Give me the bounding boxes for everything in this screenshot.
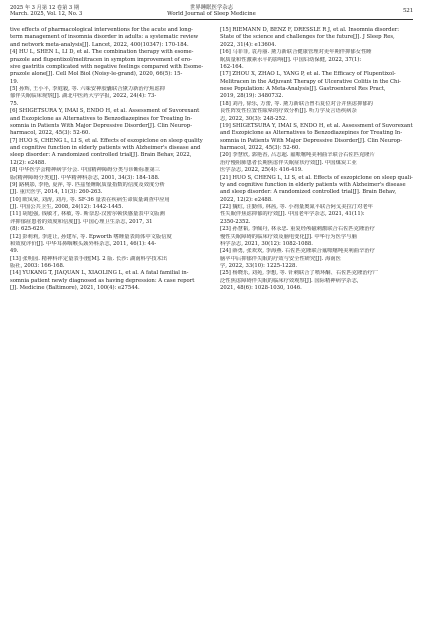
reference-line: 学, 2022, 33(10): 1225-1228.	[220, 263, 298, 269]
reference-line	[10, 108, 210, 115]
reference-line: 郁伴失眠临床观察[J]. 湖北中医药大学学报, 2022, 24(4): 73-	[10, 93, 157, 100]
page-number: 521	[403, 7, 413, 14]
reference-line: 2021, 48(6): 1028-1030, 1046.	[220, 285, 302, 292]
reference-text: ZHOU X, ZHAO L, YANG P, et al. The Efficacy of Flupentixol-	[232, 71, 396, 78]
reference-line	[10, 182, 210, 189]
reference-entry	[220, 49, 416, 71]
reference-number: [18]	[220, 100, 231, 107]
reference-line: 19.	[10, 78, 19, 85]
reference-line: and network meta-analysis[J]. Lancet, 2022, 400(10347): 170-184.	[10, 41, 189, 48]
reference-text: 中华医学会精神病学分会. 中国精神障碍分类与诊断标准第三	[19, 167, 161, 174]
reference-number: [5]	[10, 86, 18, 92]
issue-info-cn: 2025 年 3 月第 12 卷第 3 期	[10, 5, 80, 11]
reference-entry	[10, 86, 210, 108]
reference-line	[220, 226, 416, 233]
reference-entry	[10, 270, 210, 292]
reference-line	[220, 123, 416, 130]
reference-number: [25]	[220, 270, 231, 277]
page-header	[10, 5, 413, 23]
reference-line: somnia patient newly diagnosed as having depression: A case report	[10, 277, 195, 284]
reference-line: term management of insomnia disorder in adults: a systematic review	[10, 34, 199, 41]
reference-line: harmacol, 2022, 45(3): 52-60.	[10, 130, 91, 137]
reference-line	[10, 138, 210, 145]
reference-entry	[10, 167, 210, 182]
reference-line	[220, 152, 416, 159]
reference-number: [8]	[10, 167, 18, 174]
reference-line: [J]. 重庆医学, 2014, 11(3): 260-263.	[10, 189, 103, 196]
reference-line: 评抑郁症患者的效度和信度[J]. 中国心理卫生杂志, 2017, 31	[10, 218, 153, 225]
reference-line: tive effects of pharmacological interventions for the acute and long-	[10, 27, 193, 33]
reference-text: 李慧欣, 郭艳香, 吕志超. 氟哌噻吨美利曲辛联合右佐匹克隆片	[232, 152, 375, 159]
reference-line	[10, 86, 210, 93]
reference-line	[10, 234, 210, 241]
reference-line	[10, 49, 210, 56]
reference-line	[220, 49, 416, 56]
reference-entry	[10, 49, 210, 86]
reference-entry	[10, 27, 210, 49]
reference-text: SHIGETSURA Y, IMAI S, ENDO H, et al. Assessment of Suvorexant	[232, 122, 413, 129]
reference-text: 路桃影, 李艳, 夏萍, 等. 匹兹堡睡眠质量指数的信度及效度分析	[19, 181, 165, 188]
header-rule	[10, 19, 413, 20]
reference-line: ty and cognitive function in elderly patients with Alzheimer's disease	[220, 181, 406, 188]
reference-line: 版(精神障碍分类)[J]. 中华精神科杂志, 2001, 34(3): 184-188.	[10, 174, 160, 181]
reference-line: sleep disorder: A randomized controlled trial[J]. Brain Behav, 2022,	[10, 152, 192, 159]
reference-line: [J]. 中国公共卫生, 2008, 24(12): 1442-1445.	[10, 204, 124, 210]
reference-line: 眠质量和性激素水平的影响[J]. 中国妇幼保健, 2022, 37(1):	[220, 56, 362, 63]
reference-text: 杨晓乐, 刘苑, 李想, 等. 针刺联合了喷环酮、右佐匹克隆治疗广	[232, 270, 379, 277]
reference-number: [17]	[220, 71, 231, 78]
reference-text: YUKANG T, JIAQUAN L, XIAOLING L, et al. A fatal familial in-	[22, 270, 189, 277]
reference-line: harmacol, 2022, 45(3): 52-60.	[220, 145, 301, 151]
reference-entry	[10, 138, 210, 168]
reference-text: 孙辉, 王小平, 李庭毅, 等. 六味安神胶囊联合黛力新治疗焦虑抑	[19, 86, 165, 92]
reference-text: HUO S, CHENG L, LI S, et al. Effects of eszopiclone on sleep quali-	[232, 174, 413, 181]
reference-line	[220, 101, 416, 108]
reference-line: 性失眠伴焦虑抑郁的疗效[J]. 中国老年学杂志, 2021, 41(11):	[220, 211, 365, 218]
issue-info-en: March. 2025, Vol. 12, No. 3	[10, 11, 83, 18]
reference-line: 脑卒中后抑郁伴失眠的疗效与安全性研究[J]. 海南医	[220, 255, 341, 262]
reference-line: 泛性焦虑障碍伴失眠的临床疗效观察[J]. 国际精神病学杂志,	[220, 277, 359, 284]
reference-text: 张明园. 精神科评定量表手册[M]. 2 版. 长沙: 湖南科学技术出	[22, 255, 168, 262]
journal-title	[10, 5, 413, 18]
reference-line: 医学杂志, 2022, 25(4): 416-419.	[220, 167, 303, 174]
reference-number: [20]	[220, 152, 231, 159]
reference-line: 科学杂志, 2021, 30(12): 1082-1088.	[220, 240, 313, 247]
reference-text: 孙慧韬, 李佩丹, 林永忠. 重复经颅磁刺激联合右佐匹克隆治疗	[232, 226, 375, 233]
reference-entry	[220, 101, 416, 123]
reference-text: 欧凤荣, 刘涛, 刘丹, 等. SF-36 量表在疾病生命质量调查中应用	[22, 196, 170, 203]
journal-title-cn: 世界睡眠医学杂志	[189, 5, 234, 11]
reference-line: 2350-2352.	[220, 218, 251, 225]
reference-line	[10, 256, 210, 263]
reference-line: and sleep disorder: A randomized controlled trial[J]. Brain Behav,	[220, 189, 397, 196]
reference-line	[10, 211, 210, 218]
reference-entry	[10, 256, 210, 271]
reference-number: [9]	[10, 181, 18, 188]
reference-entry	[220, 27, 416, 49]
reference-line: 12(2): e2488.	[10, 159, 47, 166]
reference-entry	[220, 270, 416, 292]
reference-column-right	[220, 27, 416, 293]
reference-text: 胡旭强, 钱敏才, 林敏, 等. 斯奈思-汉密尔顿快感量表中文版测	[22, 211, 165, 218]
reference-line: 2022, 31(4): e13604.	[220, 41, 277, 48]
reference-number: [15]	[220, 27, 231, 33]
reference-text: 彭莉莉, 李进让, 孙建军, 等. Epworth 嗜睡量表简体中文版信度	[22, 233, 172, 240]
reference-entry	[220, 248, 416, 270]
reference-line: and Eszopiclone as Alternatives to Benzodiazepines for Treating In-	[10, 115, 193, 122]
reference-line: 2019, 28(19): 3480732.	[220, 93, 284, 100]
reference-line: somnia in Patients With Major Depressive Disorder[J]. Clin Neurop-	[220, 137, 403, 144]
reference-line	[10, 270, 210, 277]
reference-line: 49.	[10, 248, 19, 255]
reference-number: [22]	[220, 204, 231, 210]
reference-number: [12]	[10, 233, 21, 240]
reference-text: 马菲菲, 袁丹丽. 黛力新联合健康管理对更年期伴抑郁女性睡	[232, 49, 372, 56]
reference-number: [21]	[220, 174, 231, 181]
reference-entry	[220, 175, 416, 205]
reference-line: prazole alone[J]. Cell Mol Biol (Noisy-le-grand), 2020, 66(5): 15-	[10, 71, 183, 78]
reference-line	[220, 270, 416, 277]
reference-line: 版社, 2003: 166-168.	[10, 263, 65, 269]
reference-entry	[220, 123, 416, 153]
reference-line	[220, 248, 416, 255]
reference-text: 薛勇, 张欢欢, 李海燕. 右佐匹克隆联合氟哌噻吨美利曲辛治疗	[232, 248, 375, 255]
reference-number: [24]	[220, 248, 231, 255]
reference-text: HUO S, CHENG L, LI S, et al. Effects of eszopiclone on sleep quality	[19, 137, 203, 144]
reference-line: prazole and flupentixol/melitracen in symptom improvement of ero-	[10, 56, 192, 63]
reference-entry	[10, 182, 210, 197]
reference-line: Melitracen in the Adjuvant Therapy of Ulcerative Colitis in the Chi-	[220, 78, 401, 85]
reference-line: 良性阵发性位置性眩晕的疗效分析[J]. 听力学及言语疾病杂	[220, 108, 357, 115]
reference-number: [19]	[220, 122, 231, 129]
reference-line: and Eszopiclone as Alternatives to Benzodiazepines for Treating In-	[220, 130, 403, 137]
reference-line: 治疗慢阻肺患者长期焦虑伴失眠症状疗效[J]. 中国煤炭工业	[220, 159, 357, 166]
reference-line: 志, 2022, 30(3): 248-252.	[220, 115, 287, 122]
reference-entry	[10, 108, 210, 138]
reference-entry	[220, 204, 416, 226]
reference-number: [11]	[10, 211, 21, 218]
reference-entry	[220, 152, 416, 174]
reference-line: 75.	[10, 100, 19, 107]
reference-line	[10, 167, 210, 174]
reference-number: [7]	[10, 137, 18, 144]
journal-title-en: World Journal of Sleep Medicine	[167, 11, 256, 18]
reference-column-left	[10, 27, 210, 293]
reference-text: 刘丹, 徐乐, 万蕾, 等. 黛力新联合曾石复位对合并焦虑抑郁的	[232, 100, 373, 107]
reference-line: somnia in Patients With Major Depressive Disorder[J]. Clin Neurop-	[10, 122, 193, 129]
reference-number: [13]	[10, 255, 21, 262]
reference-entry	[10, 234, 210, 256]
reference-line: nese Population: A Meta-Analysis[J]. Gastroenterol Res Pract,	[220, 86, 386, 92]
reference-text: RIEMANN D, BENZ F, DRESSLE R J, et al. Insomnia disorder:	[232, 27, 400, 33]
reference-line	[220, 204, 416, 211]
reference-line: State of the science and challenges for the future[J]. J Sleep Res,	[220, 34, 395, 41]
reference-line: sive gastritis complicated with negative feelings compared with Esome-	[10, 63, 204, 70]
reference-line: 慢性失眠障碍的临床疗效及脑电变化[J]. 中华行为医学与脑	[220, 233, 357, 240]
reference-entry	[10, 211, 210, 233]
reference-number: [10]	[10, 196, 21, 203]
reference-text: SHIGETSURA Y, IMAI S, ENDO H, et al. Assessment of Suvorexant	[19, 108, 200, 115]
reference-line: 2022, 12(2): e2488.	[220, 196, 273, 203]
reference-number: [23]	[220, 226, 231, 233]
reference-number: [6]	[10, 108, 18, 115]
reference-entry	[10, 197, 210, 212]
reference-line	[220, 27, 416, 34]
reference-number: [14]	[10, 270, 21, 277]
reference-number: [16]	[220, 49, 231, 56]
reference-line: (8): 625-629.	[10, 226, 45, 233]
reference-text: 魏红, 汪勤伟, 林茜, 等. 小剂量奥氮平联合阿戈美拉汀对老年	[232, 204, 373, 210]
reference-entry	[220, 226, 416, 248]
reference-line	[220, 175, 416, 182]
reference-line	[220, 71, 416, 78]
reference-number: [4]	[10, 49, 18, 56]
reference-entry	[220, 71, 416, 101]
reference-line: 和效度评价[J]. 中华耳鼻咽喉头颈外科杂志, 2011, 46(1): 44-	[10, 240, 157, 247]
reference-line: 162-164.	[220, 63, 244, 70]
reference-text: HU L, SHEN L, LI D, et al. The combination therapy with esome-	[19, 49, 194, 56]
reference-line	[10, 197, 210, 204]
reference-line: and cognitive function in elderly patients with Alzheimer's disease and	[10, 145, 201, 151]
reference-line: [J]. Medicine (Baltimore), 2021, 100(4): e27544.	[10, 285, 140, 292]
